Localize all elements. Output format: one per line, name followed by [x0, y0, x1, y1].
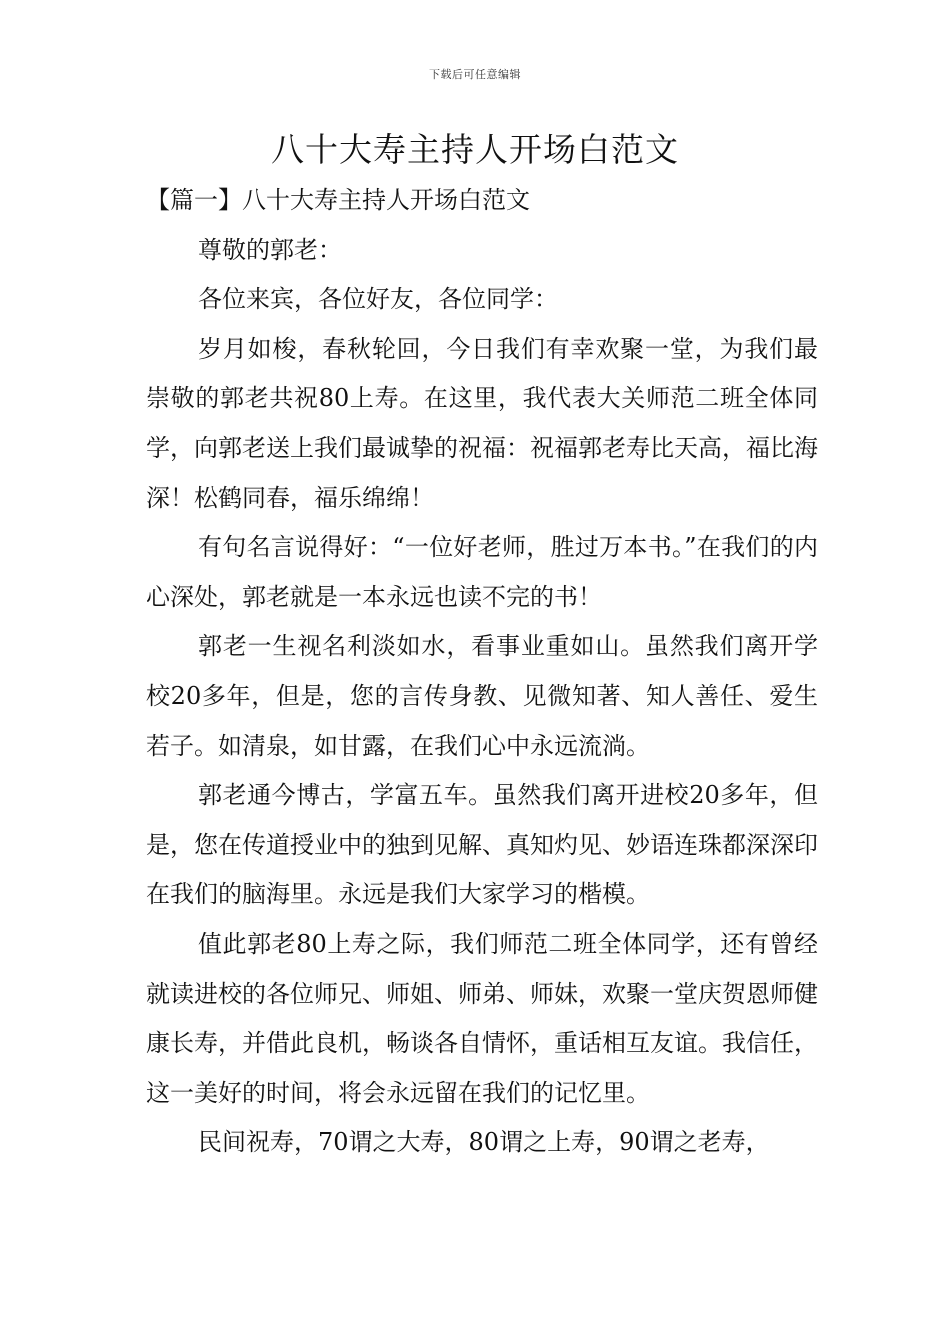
paragraph-character: 郭老一生视名利淡如水，看事业重如山。虽然我们离开学校20多年，但是，您的言传身教、见微知著、知人善任、爱生若子。如清泉，如甘露，在我们心中永远流淌。 [146, 632, 818, 760]
paragraph-gathering: 值此郭老80上寿之际，我们师范二班全体同学，还有曾经就读进校的各位师兄、师姐、师弟、师妹，欢聚一堂庆贺恩师健康长寿，并借此良机，畅谈各自情怀，重话相互友谊。我信任，这一美好的时间，将会永远留在我们的记忆里。 [146, 929, 818, 1107]
header-note: 下载后可任意编辑 [429, 68, 521, 81]
section-heading: 【篇一】八十大寿主持人开场白范文 [146, 186, 530, 214]
paragraph-custom: 民间祝寿，70谓之大寿，80谓之上寿，90谓之老寿， [198, 1128, 770, 1157]
paragraph-scholarship: 郭老通今博古，学富五车。虽然我们离开进校20多年，但是，您在传道授业中的独到见解、真知灼见、妙语连珠都深深印在我们的脑海里。永远是我们大家学习的楷模。 [146, 781, 818, 909]
paragraph-quote: 有句名言说得好：“一位好老师，胜过万本书。”在我们的内心深处，郭老就是一本永远也读不完的书！ [146, 533, 818, 611]
paragraph-opening: 岁月如梭，春秋轮回，今日我们有幸欢聚一堂，为我们最崇敬的郭老共祝80上寿。在这里，我代表大关师范二班全体同学，向郭老送上我们最诚挚的祝福：祝福郭老寿比天高，福比海深！松鹤同春，福乐绵绵！ [146, 334, 818, 512]
paragraph-salutation-1: 尊敬的郭老： [198, 235, 342, 264]
document-body [146, 176, 818, 1168]
document-title: 八十大寿主持人开场白范文 [271, 130, 679, 169]
paragraph-salutation-2: 各位来宾，各位好友，各位同学： [198, 285, 558, 314]
